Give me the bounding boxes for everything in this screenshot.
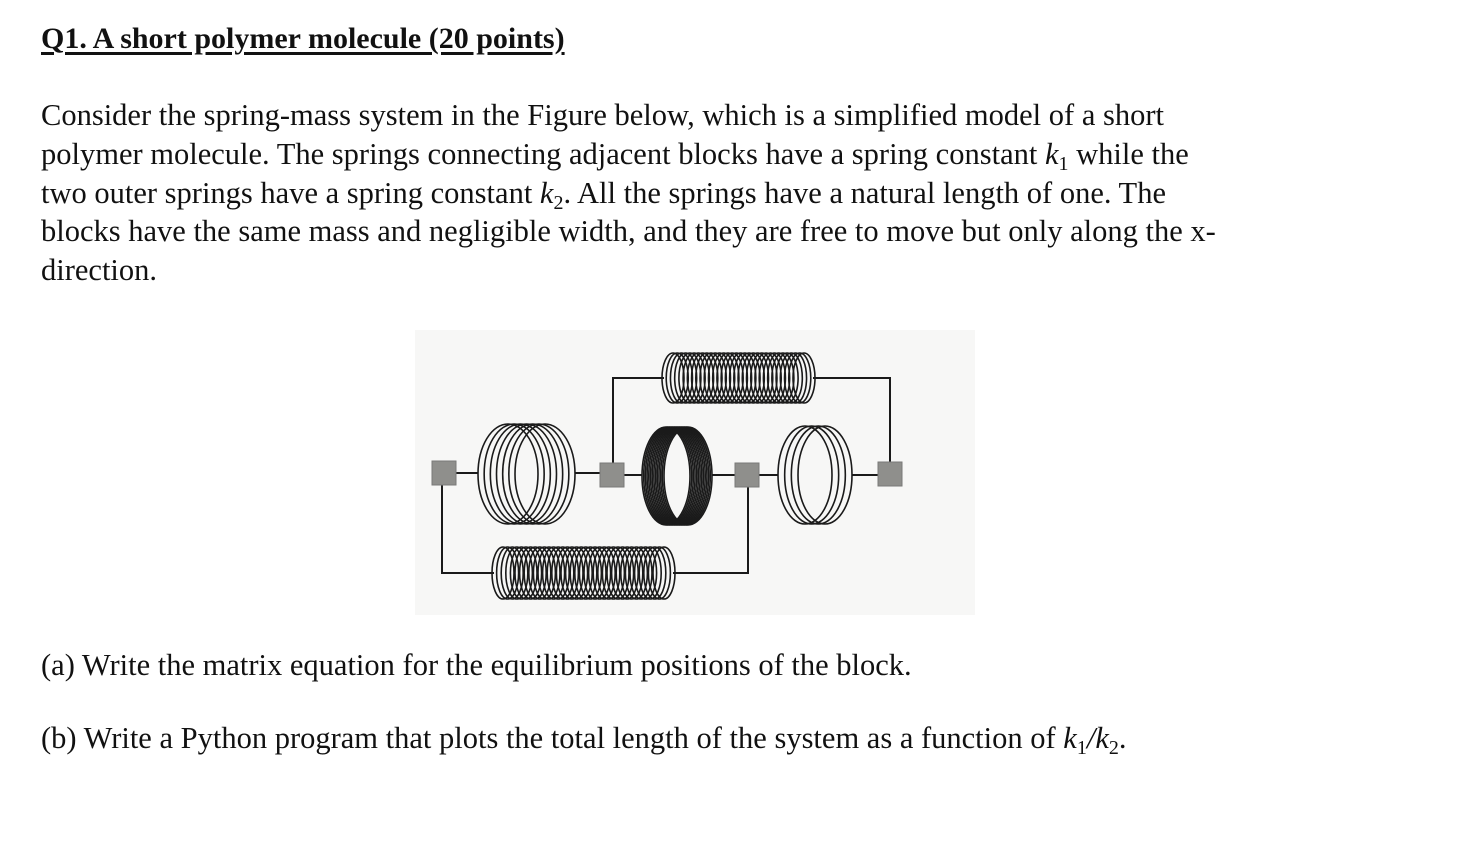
- description-line: [41, 135, 1216, 174]
- spring-coil: [484, 424, 544, 524]
- mass-block-4: [878, 462, 902, 486]
- text: . All the springs have a natural length of one. The: [563, 175, 1166, 210]
- question-title: Q1. A short polymer molecule (20 points): [41, 22, 565, 55]
- math-k1: [1044, 136, 1069, 175]
- math-subscript: 2: [553, 191, 564, 214]
- connecting-wire: [813, 378, 890, 462]
- spring-coil: [478, 424, 538, 524]
- spring-left: [478, 424, 575, 524]
- spring-coil: [785, 426, 839, 524]
- math-symbol: k: [539, 175, 554, 210]
- description-line: direction.: [41, 253, 158, 288]
- spring-coil: [497, 424, 557, 524]
- spring-right: [778, 426, 852, 524]
- text: .: [1118, 721, 1127, 755]
- description-line: Consider the spring-mass system in the Figure below, which is a simplified model of a short: [41, 98, 1164, 132]
- mass-block-2: [600, 463, 624, 487]
- math-symbol: k: [1044, 136, 1059, 171]
- connecting-wire: [442, 485, 494, 573]
- spring-coil: [490, 424, 550, 524]
- spring-coil: [509, 424, 569, 524]
- spring-mass-diagram: [415, 330, 975, 615]
- spring-coil: [515, 424, 575, 524]
- math-k1-over-k2: [1063, 721, 1119, 759]
- description-line: [41, 174, 1216, 213]
- text: (b) Write a Python program that plots the total length of the system as a function of: [41, 721, 1064, 755]
- spring-coil: [503, 424, 563, 524]
- text: polymer molecule. The springs connecting adjacent blocks have a spring constant: [41, 136, 1045, 171]
- spring-top-outer: [662, 353, 815, 403]
- problem-description: [41, 96, 1216, 290]
- text: while the: [1068, 136, 1189, 171]
- part-a-question: (a) Write the matrix equation for the equilibrium positions of the block.: [41, 648, 912, 682]
- math-symbol: k: [1095, 721, 1109, 755]
- mass-block-1: [432, 461, 456, 485]
- math-subscript: 1: [1076, 737, 1087, 759]
- description-line: blocks have the same mass and negligible width, and they are free to move but only along the x-: [41, 214, 1216, 249]
- text: two outer springs have a spring constant: [41, 175, 540, 210]
- math-symbol: k: [1063, 721, 1077, 755]
- mass-block-3: [735, 463, 759, 487]
- spring-middle: [642, 427, 712, 525]
- spring-bottom-outer: [492, 547, 675, 599]
- math-k2: [539, 175, 564, 214]
- math-slash: /: [1086, 721, 1096, 755]
- connecting-wire: [673, 487, 748, 573]
- part-b-question: [41, 721, 1127, 759]
- spring-mass-figure: [415, 330, 975, 615]
- spring-coil: [791, 426, 845, 524]
- math-subscript: 2: [1108, 737, 1119, 759]
- math-subscript: 1: [1058, 152, 1069, 175]
